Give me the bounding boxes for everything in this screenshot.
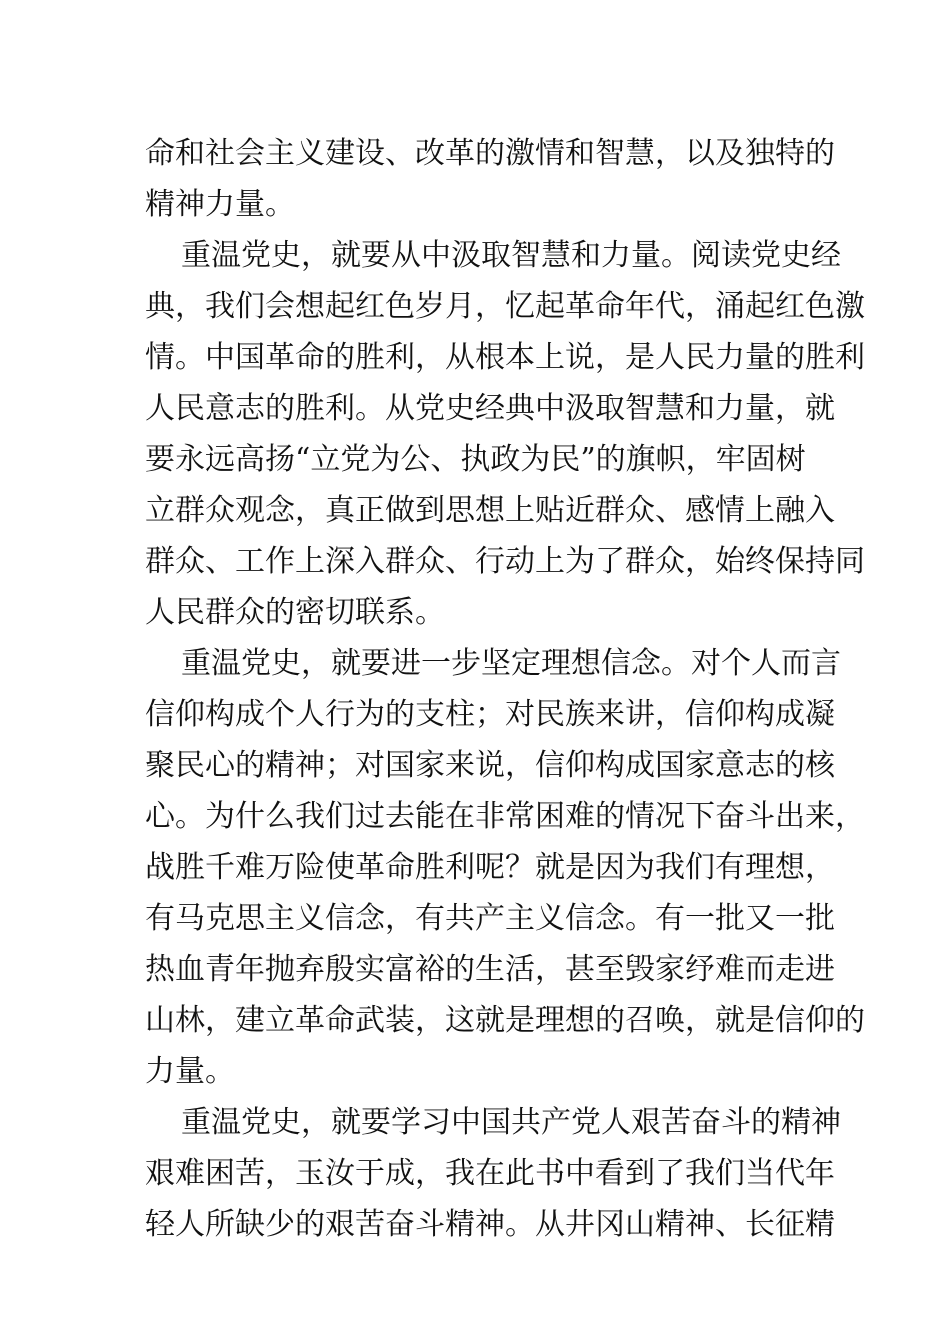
text-line: 力量。 — [145, 1054, 235, 1089]
text-line: 精神力量。 — [145, 187, 295, 222]
text-line: 艰难困苦，玉汝于成，我在此书中看到了我们当代年 — [145, 1156, 835, 1191]
text-line: 聚民心的精神；对国家来说，信仰构成国家意志的核 — [145, 748, 835, 783]
text-line: 命和社会主义建设、改革的激情和智慧，以及独特的 — [145, 136, 835, 171]
body-text — [145, 128, 865, 1250]
text-line: 立群众观念，真正做到思想上贴近群众、感情上融入 — [145, 493, 835, 528]
text-line: 人民群众的密切联系。 — [145, 595, 445, 630]
text-line: 信仰构成个人行为的支柱；对民族来讲，信仰构成凝 — [145, 697, 835, 732]
paragraph-start-line: 重温党史，就要学习中国共产党人艰苦奋斗的精神 — [181, 1105, 841, 1140]
text-line: 心。为什么我们过去能在非常困难的情况下奋斗出来， — [145, 799, 865, 834]
text-line: 战胜千难万险使革命胜利呢？就是因为我们有理想， — [145, 850, 835, 885]
text-line: 热血青年抛弃殷实富裕的生活，甚至毁家纾难而走进 — [145, 952, 835, 987]
text-line: 群众、工作上深入群众、行动上为了群众，始终保持同 — [145, 544, 865, 579]
text-line: 人民意志的胜利。从党史经典中汲取智慧和力量，就 — [145, 391, 835, 426]
paragraph-start-line: 重温党史，就要从中汲取智慧和力量。阅读党史经 — [181, 238, 841, 273]
text-line: 有马克思主义信念，有共产主义信念。有一批又一批 — [145, 901, 835, 936]
text-line: 典，我们会想起红色岁月，忆起革命年代，涌起红色激 — [145, 289, 865, 324]
text-line: 轻人所缺少的艰苦奋斗精神。从井冈山精神、长征精 — [145, 1207, 835, 1242]
text-line: 情。中国革命的胜利，从根本上说，是人民力量的胜利 — [145, 340, 865, 375]
paragraph-start-line: 重温党史，就要进一步坚定理想信念。对个人而言 — [181, 646, 841, 681]
text-line: 要永远高扬“立党为公、执政为民”的旗帜，牢固树 — [145, 442, 806, 477]
text-line: 山林，建立革命武装，这就是理想的召唤，就是信仰的 — [145, 1003, 865, 1038]
